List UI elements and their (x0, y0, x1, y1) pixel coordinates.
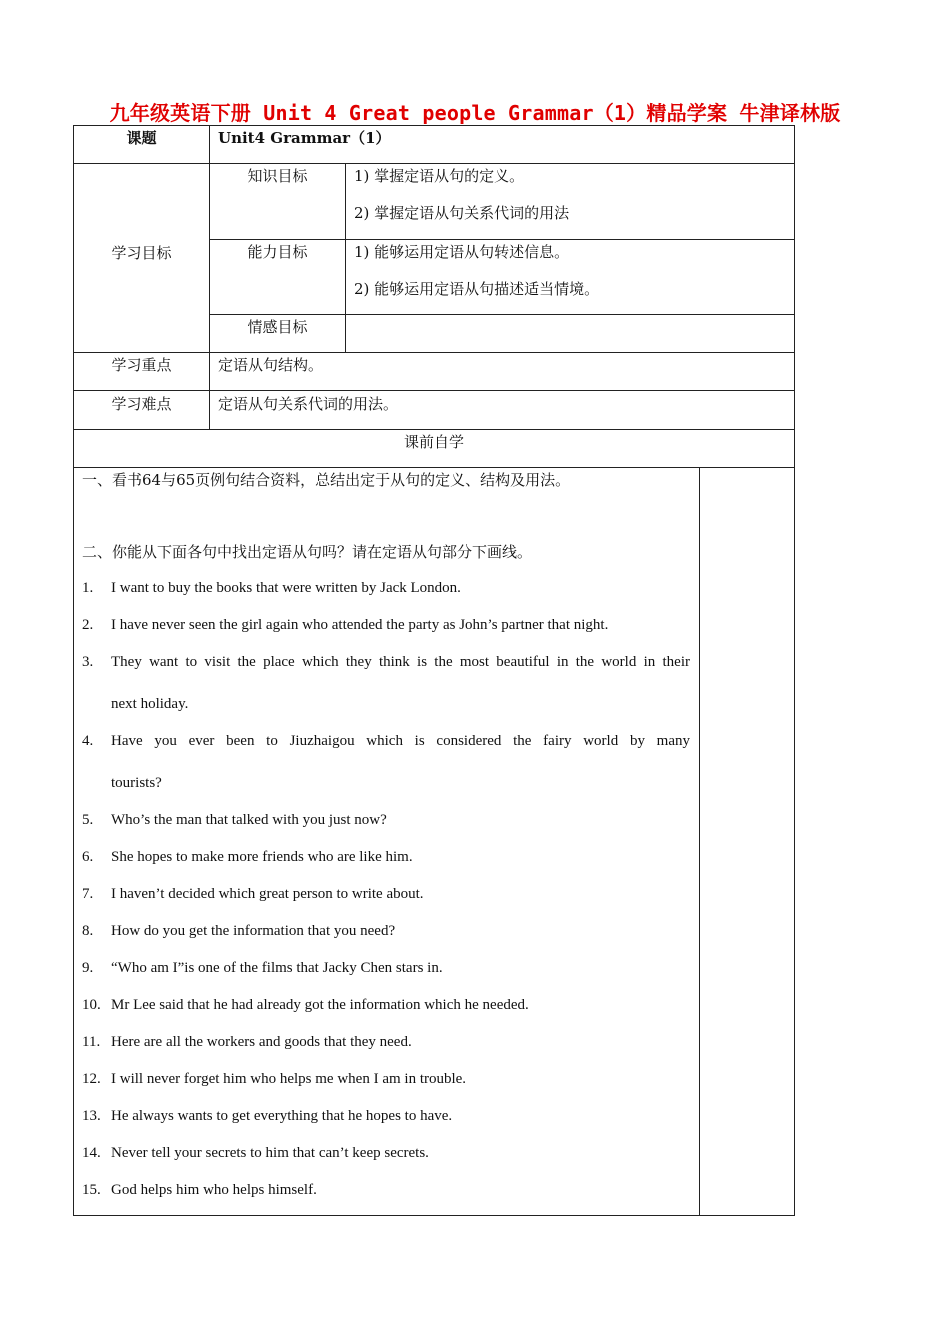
topic-label: 课题 (126, 129, 157, 147)
sentence-text: Have you ever been to Jiuzhaigou which is considered the fairy world by many (111, 733, 690, 749)
sentence-number: 4. (82, 733, 94, 749)
sentence-number: 13. (82, 1108, 101, 1124)
sentence-text-continued: tourists? (111, 775, 162, 791)
sentence-text: Who’s the man that talked with you just now? (111, 812, 387, 828)
preview-heading: 课前自学 (403, 433, 464, 451)
sentence-number: 3. (82, 654, 94, 670)
ability-label: 能力目标 (247, 243, 308, 261)
ability-item-1: 1) 能够运用定语从句转述信息。 (354, 243, 570, 261)
sentence-text: She hopes to make more friends who are like him. (111, 849, 413, 865)
document-title: 九年级英语下册 Unit 4 Great people Grammar（1）精品学案 牛津译林版 (109, 101, 841, 125)
sentence-text: Here are all the workers and goods that they need. (111, 1034, 412, 1050)
preview-task-1: 一、看书64与65页例句结合资料，总结出定于从句的定义、结构及用法。 (82, 471, 571, 489)
sentence-number: 9. (82, 960, 94, 976)
sentence-number: 8. (82, 923, 94, 939)
sentence-text: They want to visit the place which they think is the most beautiful in the world in their (111, 654, 690, 670)
emotion-value-cell (345, 314, 795, 353)
sentence-text-continued: next holiday. (111, 696, 189, 712)
sentence-number: 1. (82, 580, 94, 596)
knowledge-item-2: 2) 掌握定语从句关系代词的用法 (354, 204, 570, 222)
sentence-number: 7. (82, 886, 94, 902)
sentence-number: 12. (82, 1071, 101, 1087)
sentence-text: Never tell your secrets to him that can’t keep secrets. (111, 1145, 429, 1161)
sentence-number: 5. (82, 812, 94, 828)
preview-side-cell (699, 467, 795, 1216)
topic-value: Unit4 Grammar（1） (218, 129, 391, 147)
sentence-text: God helps him who helps himself. (111, 1182, 317, 1198)
goals-label: 学习目标 (111, 244, 172, 262)
sentence-text: I will never forget him who helps me when I am in trouble. (111, 1071, 467, 1087)
sentence-number: 2. (82, 617, 94, 633)
knowledge-label: 知识目标 (247, 167, 308, 185)
knowledge-item-1: 1) 掌握定语从句的定义。 (354, 167, 525, 185)
sentence-number: 11. (82, 1034, 101, 1050)
sentence-number: 14. (82, 1145, 101, 1161)
sentence-text: I want to buy the books that were written by Jack London. (111, 580, 461, 596)
key-value: 定语从句结构。 (218, 356, 324, 374)
emotion-label: 情感目标 (247, 318, 308, 336)
ability-item-2: 2) 能够运用定语从句描述适当情境。 (354, 280, 600, 298)
sentence-text: I haven’t decided which great person to write about. (111, 886, 424, 902)
difficulty-label: 学习难点 (111, 395, 172, 413)
sentence-text: He always wants to get everything that he hopes to have. (111, 1108, 453, 1124)
sentence-text: “Who am I”is one of the films that Jacky Chen stars in. (111, 960, 443, 976)
sentence-number: 10. (82, 997, 101, 1013)
sentence-text: Mr Lee said that he had already got the information which he needed. (111, 997, 529, 1013)
sentence-number: 15. (82, 1182, 101, 1198)
sentence-text: How do you get the information that you need? (111, 923, 396, 939)
sentence-number: 6. (82, 849, 94, 865)
key-label: 学习重点 (111, 356, 172, 374)
difficulty-value: 定语从句关系代词的用法。 (218, 395, 399, 413)
preview-task-2: 二、你能从下面各句中找出定语从句吗？请在定语从句部分下画线。 (82, 543, 533, 561)
sentence-text: I have never seen the girl again who attended the party as John’s partner that night. (111, 617, 609, 633)
